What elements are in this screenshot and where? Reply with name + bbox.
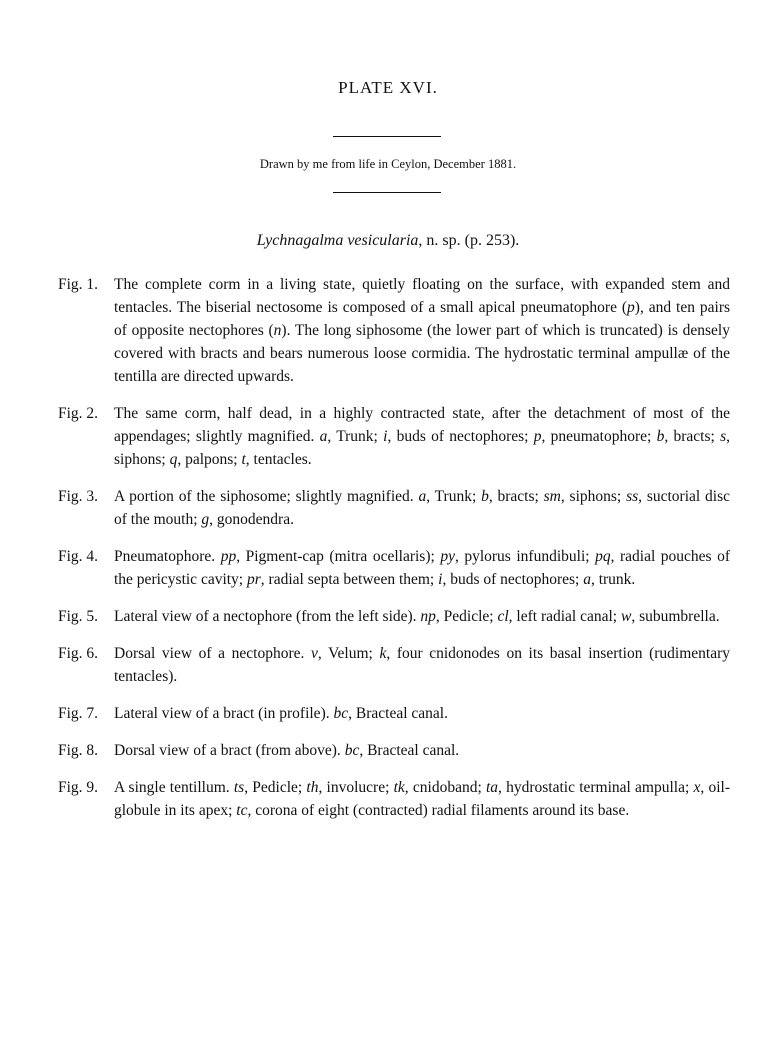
figure-entry	[58, 642, 730, 688]
divider-top	[333, 136, 441, 137]
figure-text: A single tentillum. ts, Pedicle; th, involucre; tk, cnidoband; ta, hydrostatic terminal ampulla; x, oil-globule in its apex; tc, corona of eight (contracted) radial filaments around its base.	[114, 779, 730, 819]
figure-number: Fig. 5.	[58, 608, 99, 625]
figure-text: Pneumatophore. pp, Pigment-cap (mitra ocellaris); py, pylorus infundibuli; pq, radial pouches of the pericystic cavity; pr, radial septa between them; i, buds of nectophores; a, trunk.	[114, 548, 730, 588]
figure-number: Fig. 9.	[58, 779, 99, 796]
figure-descriptions	[58, 273, 730, 836]
figure-number: Fig. 2.	[58, 405, 99, 422]
figure-text: Dorsal view of a bract (from above). bc, Bracteal canal.	[114, 742, 460, 759]
plate-title: PLATE XVI.	[338, 78, 438, 97]
figure-text: Lateral view of a nectophore (from the left side). np, Pedicle; cl, left radial canal; w, subumbrella.	[114, 608, 720, 625]
figure-text: The same corm, half dead, in a highly contracted state, after the detachment of most of the appendages; slightly magnified. a, Trunk; i, buds of nectophores; p, pneumatophore; b, bracts; s, siphons; q, palpons; t, tentacles.	[114, 405, 730, 468]
divider-bottom	[333, 192, 441, 193]
figure-text: The complete corm in a living state, quietly floating on the surface, with expanded stem and tentacles. The biserial nectosome is composed of a small apical pneumatophore (p), and ten pairs of opposite nectophores (n). The long siphosome (the lower part of which is truncated) is densely covered with bracts and bears numerous loose cormidia. The hydrostatic terminal ampullæ of the tentilla are directed upwards.	[114, 276, 731, 385]
species-heading	[0, 232, 776, 250]
figure-number: Fig. 4.	[58, 548, 99, 565]
figure-number: Fig. 8.	[58, 742, 99, 759]
figure-text: Dorsal view of a nectophore. v, Velum; k, four cnidonodes on its basal insertion (rudimentary tentacles).	[114, 645, 730, 685]
figure-entry	[58, 702, 730, 725]
figure-text: Lateral view of a bract (in profile). bc, Bracteal canal.	[114, 705, 448, 722]
figure-text: A portion of the siphosome; slightly magnified. a, Trunk; b, bracts; sm, siphons; ss, suctorial disc of the mouth; g, gonodendra.	[114, 488, 730, 528]
species-suffix: , n. sp. (p. 253).	[418, 232, 520, 249]
figure-entry	[58, 739, 730, 762]
plate-subtitle: Drawn by me from life in Ceylon, December 1881.	[259, 157, 517, 171]
figure-entry	[58, 545, 730, 591]
species-name: Lychnagalma vesicularia	[256, 232, 419, 249]
figure-entry	[58, 273, 730, 388]
figure-entry	[58, 605, 730, 628]
figure-entry	[58, 402, 730, 471]
figure-entry	[58, 776, 730, 822]
figure-number: Fig. 7.	[58, 705, 99, 722]
figure-number: Fig. 3.	[58, 488, 99, 505]
figure-number: Fig. 6.	[58, 645, 99, 662]
figure-number: Fig. 1.	[58, 276, 99, 293]
figure-entry	[58, 485, 730, 531]
